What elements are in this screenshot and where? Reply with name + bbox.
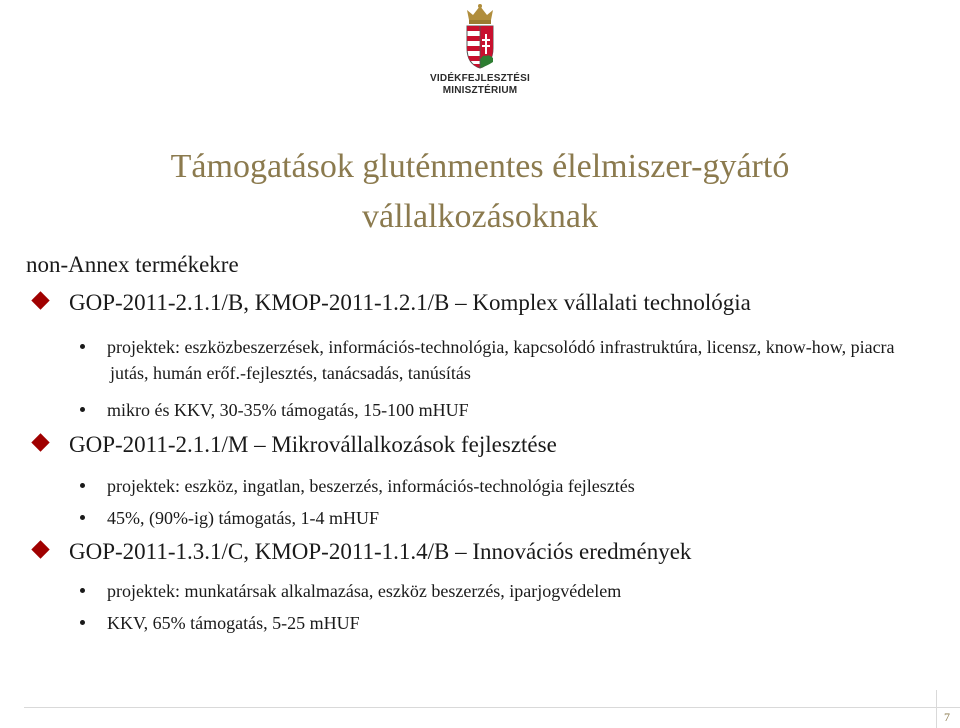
list-item-text: KKV, 65% támogatás, 5-25 mHUF xyxy=(107,613,360,633)
footer-divider xyxy=(24,707,960,708)
list-item xyxy=(80,397,900,423)
coat-of-arms-icon xyxy=(463,4,497,70)
ministry-logo xyxy=(410,4,550,104)
bullet-dot-icon xyxy=(80,620,85,625)
bullet-dot-icon xyxy=(80,483,85,488)
bullet-dot-icon xyxy=(80,344,85,349)
title-line-1: Támogatások gluténmentes élelmiszer-gyártó xyxy=(170,148,790,185)
bullet-dot-icon xyxy=(80,515,85,520)
diamond-bullet-icon xyxy=(31,291,49,309)
list-item xyxy=(80,473,900,499)
section-heading-3 xyxy=(30,539,691,565)
title-line-2: vállalkozásoknak xyxy=(361,198,599,235)
bullet-dot-icon xyxy=(80,588,85,593)
logo-line-2: MINISZTÉRIUM xyxy=(442,85,518,96)
page-number: 7 xyxy=(944,710,950,724)
logo-line-1: VIDÉKFEJLESZTÉSI xyxy=(430,73,530,84)
page-number-divider xyxy=(936,690,937,728)
list-item-text: projektek: eszközbeszerzések, információs-technológia, kapcsolódó infrastruktúra, licensz, know-how, piacra jutás, humán erőf.-fejlesztés, tanácsadás, tanúsítás xyxy=(107,337,895,383)
list-item-text: 45%, (90%-ig) támogatás, 1-4 mHUF xyxy=(107,508,379,528)
section-heading-1 xyxy=(30,290,751,316)
slide-title xyxy=(60,142,900,242)
section-heading-2 xyxy=(30,432,557,458)
diamond-bullet-icon xyxy=(31,433,49,451)
diamond-bullet-icon xyxy=(31,540,49,558)
section-heading-text: GOP-2011-2.1.1/M – Mikrovállalkozások fejlesztése xyxy=(69,432,557,457)
list-item xyxy=(80,610,900,636)
list-item xyxy=(80,505,900,531)
list-item xyxy=(80,578,900,604)
bullet-dot-icon xyxy=(80,407,85,412)
list-item-text: mikro és KKV, 30-35% támogatás, 15-100 mHUF xyxy=(107,400,469,420)
list-item-text: projektek: eszköz, ingatlan, beszerzés, információs-technológia fejlesztés xyxy=(107,476,635,496)
section-heading-text: GOP-2011-2.1.1/B, KMOP-2011-1.2.1/B – Komplex vállalati technológia xyxy=(69,290,751,315)
list-item xyxy=(80,334,930,386)
list-item-text: projektek: munkatársak alkalmazása, eszköz beszerzés, iparjogvédelem xyxy=(107,581,622,601)
subheading: non-Annex termékekre xyxy=(26,252,239,277)
logo-text xyxy=(410,73,550,97)
section-heading-text: GOP-2011-1.3.1/C, KMOP-2011-1.1.4/B – Innovációs eredmények xyxy=(69,539,692,564)
